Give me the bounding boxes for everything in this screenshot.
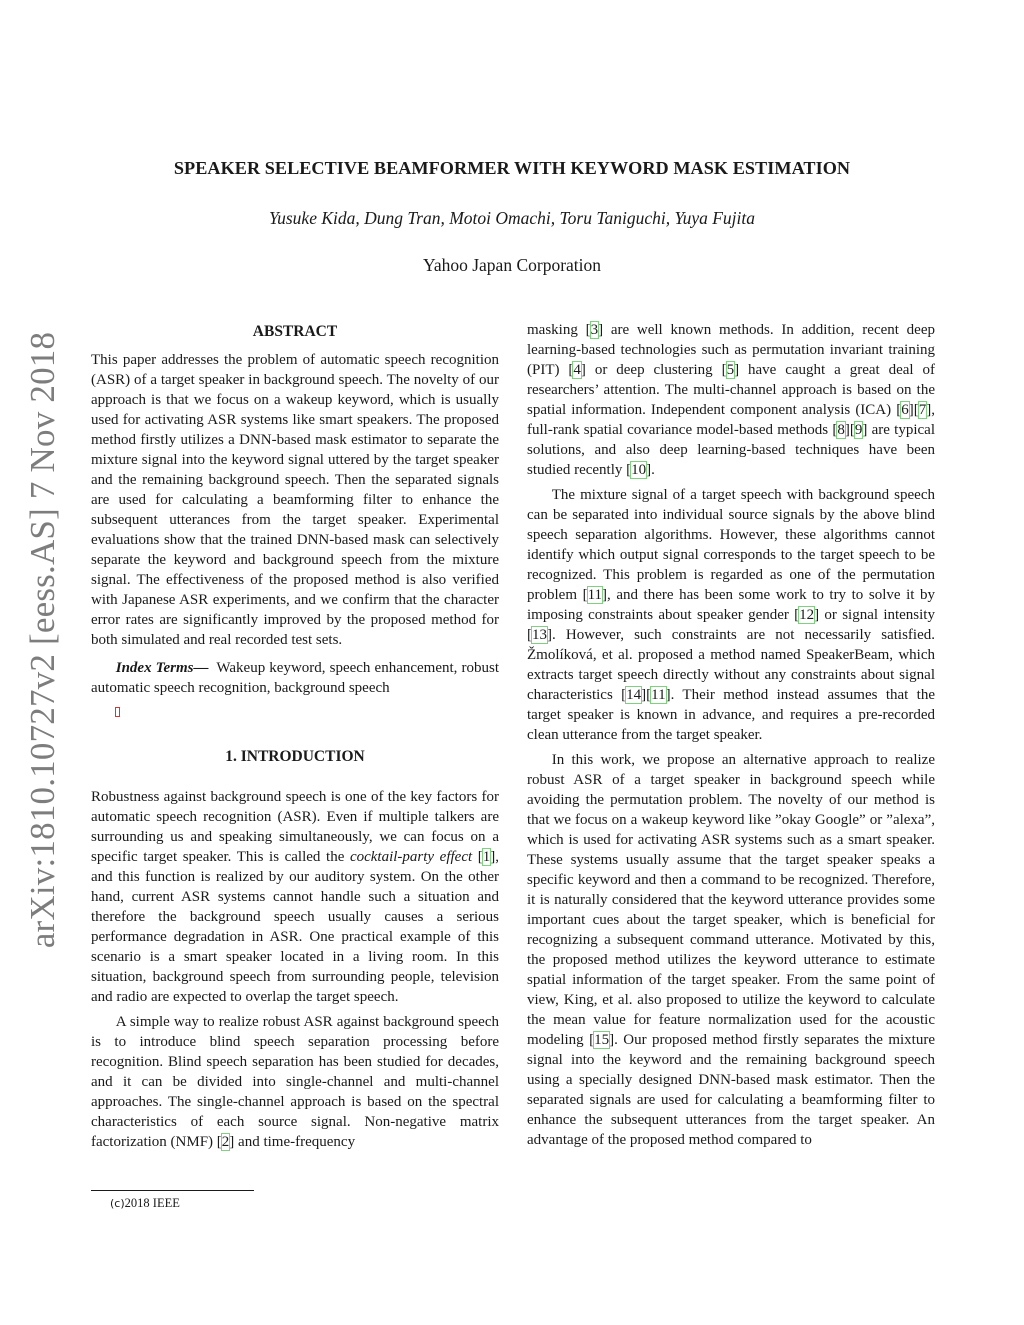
citation-link[interactable]: 1 (482, 849, 491, 865)
link-marker[interactable] (115, 707, 120, 717)
citation-link[interactable]: 14 (626, 687, 642, 703)
right-paragraph-2: The mixture signal of a target speech with background speech can be separated into individual source signals by the above blind speech separation algorithms. However, these algorithms cannot identify which output signal corresponds to the target speech to be recognized. This problem is regarded as one of the permutation problem [11], and there has been some work to try to solve it by imposing constraints about speaker gender [12] or signal intensity [13]. However, such constraints are not necessarily satisfied. Žmolíková, et al. proposed a method named SpeakerBeam, which extracts target speech directly without any constraints about signal characteristics [14][11]. Their method instead assumes that the target speaker is known in advance, and requires a pre-recorded clean utterance from the target speaker. (527, 487, 935, 743)
citation-link[interactable]: 6 (901, 402, 909, 418)
copyright-symbol: (c) (110, 1197, 125, 1210)
copyright-text: 2018 IEEE (124, 1196, 180, 1210)
footnote-rule (91, 1190, 254, 1191)
citation-link[interactable]: 7 (918, 402, 927, 418)
index-terms-label: Index Terms— (115, 660, 209, 676)
citation-link[interactable]: 15 (594, 1032, 610, 1048)
citation-link[interactable]: 2 (221, 1134, 230, 1150)
citation-link[interactable]: 13 (532, 627, 547, 643)
paper-title: SPEAKER SELECTIVE BEAMFORMER WITH KEYWORD MASK ESTIMATION (173, 158, 851, 178)
right-paragraph-1: masking [3] are well known methods. In addition, recent deep learning-based technologies such as permutation invariant training (PIT) [4] or deep clustering [5] have caught a great deal of researchers’ attention. The multi-channel approach is based on the spatial information. Independent component analysis (ICA) [6][7], full-rank spatial covariance model-based methods [8][9] are typical solutions, and also deep learning-based techniques have been studied recently [10]. (527, 322, 935, 478)
abstract-text: This paper addresses the problem of automatic speech recognition (ASR) of a target speaker in background speech. The novelty of our approach is that we focus on a wakeup keyword, which is usually used for activating ASR systems like smart speakers. The proposed method firstly utilizes a DNN-based mask estimator to separate the mixture signal into the keyword signal uttered by the target speaker and the remaining background speech. Then the separated signals are used for calculating a beamforming filter to enhance the subsequent utterances from the target speaker. Experimental evaluations show that the trained DNN-based mask can selectively separate the keyword and background speech from the mixture signal. The effectiveness of the proposed method is also verified with Japanese ASR experiments, and we confirm that the character error rates are significantly improved by the proposed method for both simulated and real recorded test sets. (91, 352, 499, 648)
intro-paragraph-2: A simple way to realize robust ASR against background speech is to introduce blind speech separation processing before recognition. Blind speech separation has been studied for decades, and it can be divided into single-channel and multi-channel approaches. The single-channel approach is based on the spectral characteristics of each source signal. Non-negative matrix factorization (NMF) [2] and time-frequency (91, 1014, 499, 1150)
author-list: Yusuke Kida, Dung Tran, Motoi Omachi, Toru Taniguchi, Yuya Fujita (268, 208, 756, 228)
citation-link[interactable]: 12 (799, 607, 815, 623)
abstract-heading: ABSTRACT (252, 323, 338, 340)
cocktail-party-term: cocktail-party effect (349, 849, 473, 865)
right-paragraph-3: In this work, we propose an alternative approach to realize robust ASR of a target speaker in background speech while avoiding the permutation problem. The novelty of our method is that we focus on a wakeup keyword like ”okay Google” or ”alexa”, which is used for activating ASR systems such as a smart speaker. These systems usually assume that the target speaker speaks a specific keyword and then a command to be recognized. Therefore, it is naturally considered that the keyword utterance provides some important cues about the target speaker, which is beneficial for recognizing a subsequent command utterance. Motivated by this, the proposed method utilizes the keyword utterance to estimate spatial information of the target speaker. From the same point of view, King, et al. also proposed to utilize the keyword to calculate the mean value for feature normalization used for the acoustic modeling [15]. Our proposed method firstly separates the mixture signal into the keyword and the remaining background speech using a specially designed DNN-based mask estimator. Then the separated signals are used for calculating a beamforming filter to enhance the subsequent utterances from the target speaker. An advantage of the proposed method compared to (527, 752, 935, 1148)
intro-paragraph-1: Robustness against background speech is one of the key factors for automatic speech recognition (ASR). Even if multiple talkers are surrounding us and speaking simultaneously, we can focus on a specific target speaker. This is called the cocktail-party effect [1], and this function is realized by our auditory system. On the other hand, current ASR systems cannot handle such a situation and therefore the background speech usually causes a serious performance degradation in ASR. One practical example of this scenario is a smart speaker located in a living room. In this situation, background speech from surrounding people, television and radio are expected to overlap the target speech. (91, 789, 500, 1005)
right-column (527, 320, 935, 1150)
index-terms-text: Wakeup keyword, speech enhancement, robust automatic speech recognition, background speech (91, 660, 500, 696)
citation-link[interactable]: 4 (573, 362, 581, 378)
citation-link[interactable]: 10 (631, 462, 647, 478)
introduction-heading: 1. INTRODUCTION (225, 748, 365, 765)
intro-p1-text-b: , and this function is realized by our auditory system. On the other hand, current ASR systems cannot handle such a situation and therefore the background speech usually causes a serious performance degradation in ASR. One practical example of this scenario is a smart speaker located in a living room. In this situation, background speech from surrounding people, television and radio are expected to overlap the target speech. (91, 849, 500, 1005)
citation-link[interactable]: 8 (837, 422, 845, 438)
citation-link[interactable]: 3 (590, 322, 599, 338)
affiliation: Yahoo Japan Corporation (422, 255, 602, 275)
left-column (91, 320, 499, 1152)
intro-p2-text-a: A simple way to realize robust ASR against background speech is to introduce blind speech separation processing before recognition. Blind speech separation has been studied for decades, and it can be divided into single-channel and multi-channel approaches. The single-channel approach is based on the spectral characteristics of each source signal. Non-negative matrix factorization (NMF) (91, 1014, 499, 1150)
citation-link[interactable]: 9 (854, 422, 863, 438)
index-terms (91, 658, 499, 698)
intro-p1-text-a: Robustness against background speech is one of the key factors for automatic speech recognition (ASR). Even if multiple talkers are surrounding us and speaking simultaneously, we can focus on a specific target speaker. This is called the (91, 789, 499, 865)
citation-link[interactable]: 5 (726, 362, 735, 378)
copyright-footnote (110, 1195, 180, 1212)
citation-link[interactable]: 11 (651, 687, 666, 703)
arxiv-identifier: arXiv:1810.10727v2 [eess.AS] 7 Nov 2018 (23, 331, 62, 949)
intro-p2-text-b: and time-frequency (234, 1134, 356, 1150)
citation-link[interactable]: 11 (587, 587, 603, 603)
